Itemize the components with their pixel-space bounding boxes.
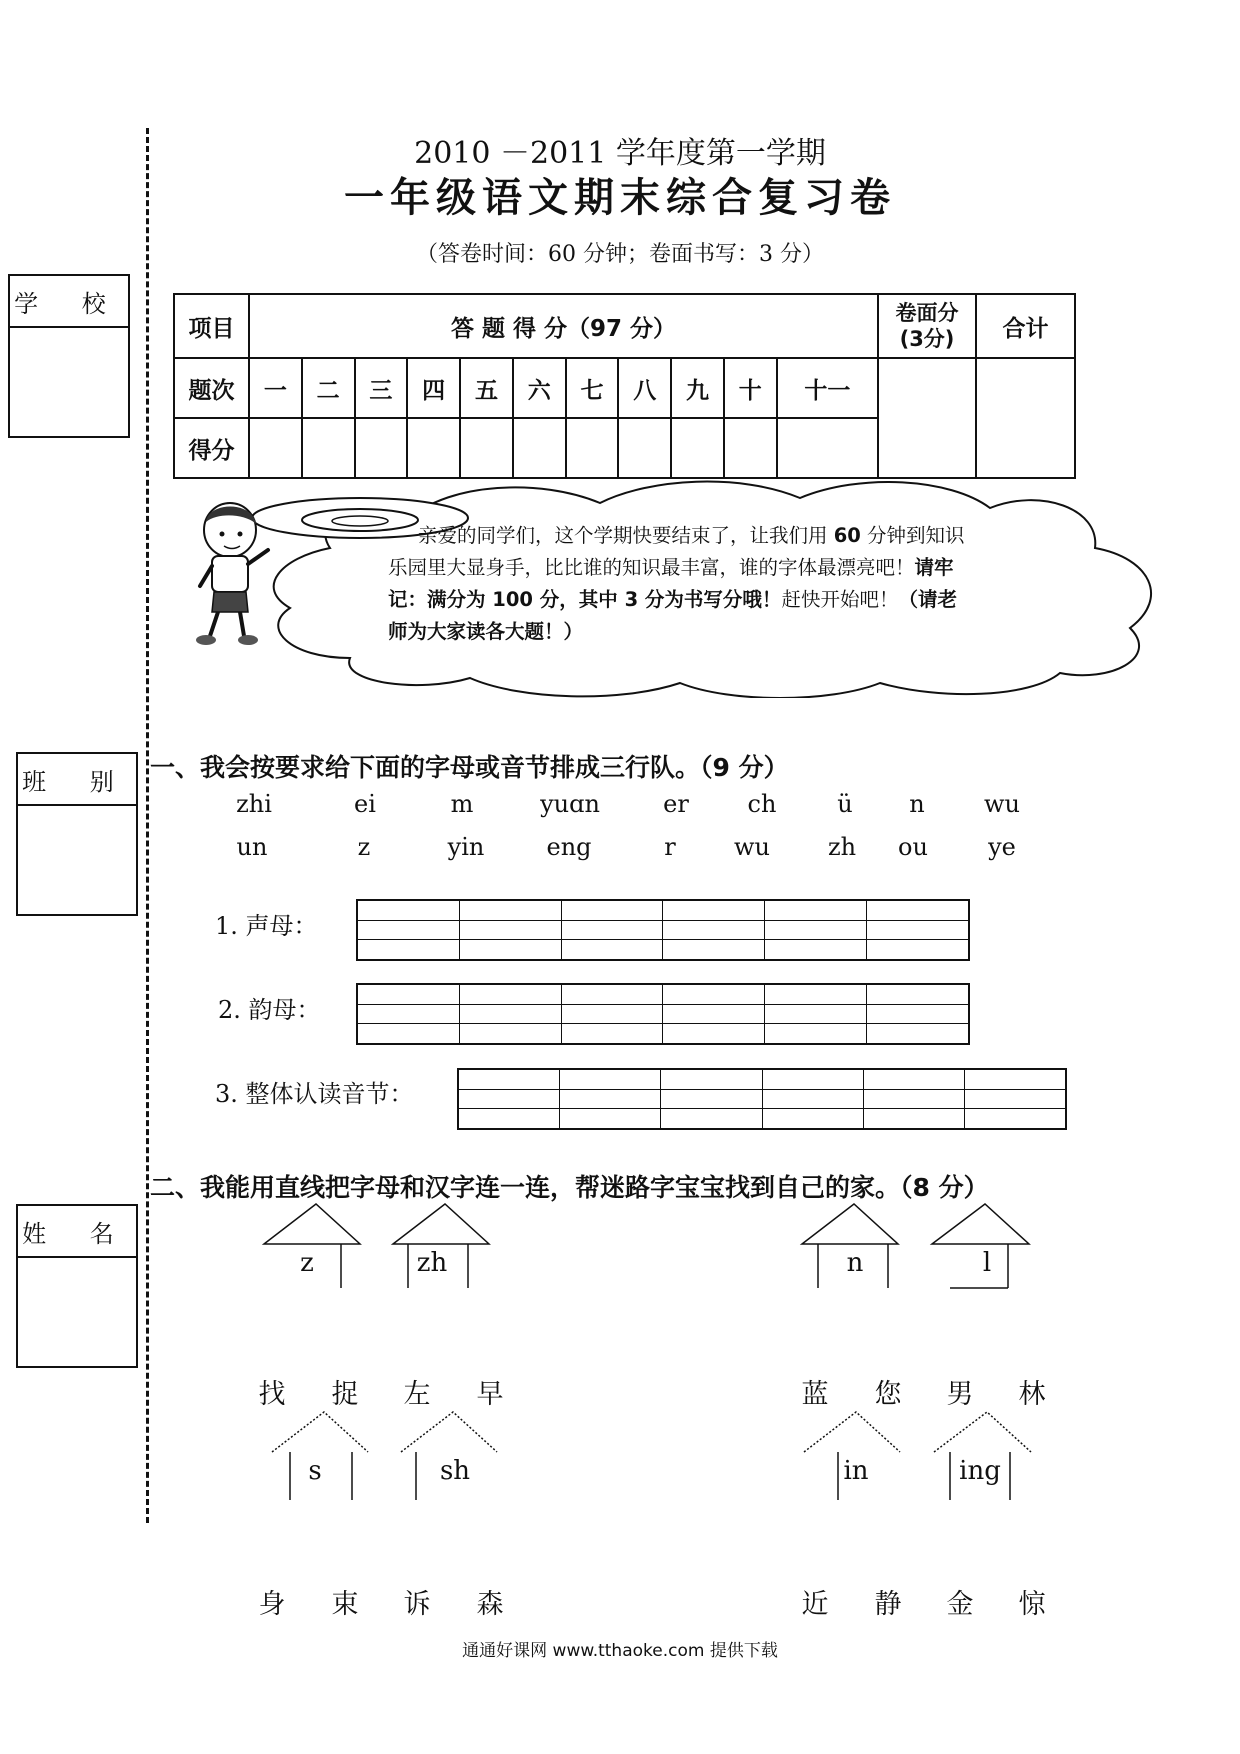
score-cell[interactable]	[671, 418, 724, 478]
pinyin-item: ou	[898, 833, 928, 861]
q-num: 八	[618, 358, 671, 418]
hanzi-char: 早	[476, 1379, 504, 1410]
score-cell[interactable]	[777, 418, 878, 478]
pinyin-item: er	[663, 790, 689, 818]
pinyin-item: ei	[354, 790, 376, 818]
class-box	[16, 752, 138, 916]
score-cell[interactable]	[302, 418, 355, 478]
house-label: zh	[416, 1248, 448, 1278]
pinyin-item: ch	[747, 790, 777, 818]
school-box	[8, 274, 130, 438]
page-title: 一年级语文期末综合复习卷	[344, 175, 896, 221]
class-label: 班 别	[18, 754, 136, 806]
score-cell[interactable]	[724, 418, 777, 478]
house-label: s	[308, 1456, 322, 1486]
house-label: l	[982, 1248, 992, 1278]
school-label: 学 校	[10, 276, 128, 328]
q-num: 五	[460, 358, 513, 418]
pinyin-item: m	[450, 790, 474, 818]
cartoon-boy-icon	[188, 500, 278, 650]
subtitle: （答卷时间：60 分钟；卷面书写：3 分）	[416, 242, 824, 267]
house-label: sh	[439, 1456, 471, 1486]
q2-title: 二、我能用直线把字母和汉字连一连，帮迷路字宝宝找到自己的家。（8 分）	[150, 1173, 989, 1202]
score-cell[interactable]	[566, 418, 619, 478]
score-cell[interactable]	[355, 418, 408, 478]
binding-dashed-line	[146, 128, 149, 1523]
col-paper-score: 卷面分 (3分)	[878, 294, 976, 358]
q1-label-whole-syllables: 3. 整体认读音节：	[215, 1080, 414, 1108]
hanzi-char: 蓝	[801, 1379, 829, 1410]
hanzi-char: 束	[331, 1589, 359, 1620]
hanzi-char: 林	[1018, 1379, 1046, 1410]
total-score-cell[interactable]	[976, 358, 1075, 478]
pinyin-item: z	[357, 833, 371, 861]
hanzi-char: 诉	[403, 1589, 431, 1620]
house-label: ing	[959, 1456, 1001, 1486]
hanzi-char: 近	[801, 1589, 829, 1620]
q-num: 四	[407, 358, 460, 418]
hanzi-char: 惊	[1018, 1589, 1046, 1620]
house-label: in	[843, 1456, 869, 1486]
hanzi-char: 金	[946, 1589, 974, 1620]
hanzi-char: 男	[946, 1379, 974, 1410]
q1-grid-finals[interactable]	[356, 983, 970, 1045]
row-question-label: 题次	[174, 358, 249, 418]
pinyin-item: wu	[734, 833, 770, 861]
score-cell[interactable]	[460, 418, 513, 478]
q-num: 十	[724, 358, 777, 418]
row-score-label: 得分	[174, 418, 249, 478]
score-cell[interactable]	[407, 418, 460, 478]
q-num: 六	[513, 358, 566, 418]
hanzi-char: 身	[258, 1589, 286, 1620]
pinyin-item: zh	[827, 833, 857, 861]
intro-text: 亲爱的同学们，这个学期快要结束了，让我们用 60 分钟到知识乐园里大显身手，比比谁的知识最丰富，谁的字体最漂亮吧！请牢记：满分为 100 分，其中 3 分为书写分哦！赶快开始吧！（请老师为大家读各大题！）	[388, 524, 965, 643]
q-num: 七	[566, 358, 619, 418]
pinyin-item: wu	[984, 790, 1020, 818]
q1-grid-initials[interactable]	[356, 899, 970, 961]
score-cell[interactable]	[618, 418, 671, 478]
q1-label-finals: 2. 韵母：	[218, 996, 321, 1024]
q1-grid-whole-syllables[interactable]	[457, 1068, 1067, 1130]
q-num: 一	[249, 358, 302, 418]
pinyin-item: zhi	[236, 790, 272, 818]
col-answer: 答 题 得 分（97 分）	[249, 294, 878, 358]
q-num: 十一	[777, 358, 878, 418]
q-num: 二	[302, 358, 355, 418]
year-line: 2010 －2011 学年度第一学期	[414, 136, 826, 171]
q1-label-initials: 1. 声母：	[215, 912, 318, 940]
score-table	[173, 293, 1076, 479]
paper-score-cell[interactable]	[878, 358, 976, 478]
score-cell[interactable]	[249, 418, 302, 478]
pinyin-item: yin	[447, 833, 485, 861]
house-label: z	[300, 1248, 314, 1278]
footer-text: 通通好课网 www.tthaoke.com 提供下载	[462, 1641, 778, 1661]
houses-top-outlines	[260, 1200, 1040, 1300]
pinyin-item: yuɑn	[540, 790, 600, 818]
pinyin-item: n	[909, 790, 925, 818]
pinyin-item: eng	[546, 833, 592, 861]
pinyin-item: ye	[988, 833, 1016, 861]
q-num: 九	[671, 358, 724, 418]
q-num: 三	[355, 358, 408, 418]
pinyin-item: un	[236, 833, 268, 861]
name-box	[16, 1204, 138, 1368]
col-total: 合计	[976, 294, 1075, 358]
name-label: 姓 名	[18, 1206, 136, 1258]
score-cell[interactable]	[513, 418, 566, 478]
hanzi-char: 森	[476, 1589, 504, 1620]
hanzi-char: 捉	[331, 1379, 359, 1410]
hanzi-char: 静	[874, 1589, 902, 1620]
hanzi-char: 找	[258, 1379, 286, 1410]
col-item: 项目	[174, 294, 249, 358]
houses-bottom-outlines	[268, 1408, 1048, 1508]
house-label: n	[846, 1248, 864, 1278]
hanzi-char: 您	[874, 1379, 902, 1410]
hanzi-char: 左	[403, 1379, 431, 1410]
pinyin-item: ü	[837, 790, 853, 818]
q1-title: 一、我会按要求给下面的字母或音节排成三行队。（9 分）	[150, 753, 789, 782]
pinyin-item: r	[664, 833, 676, 861]
